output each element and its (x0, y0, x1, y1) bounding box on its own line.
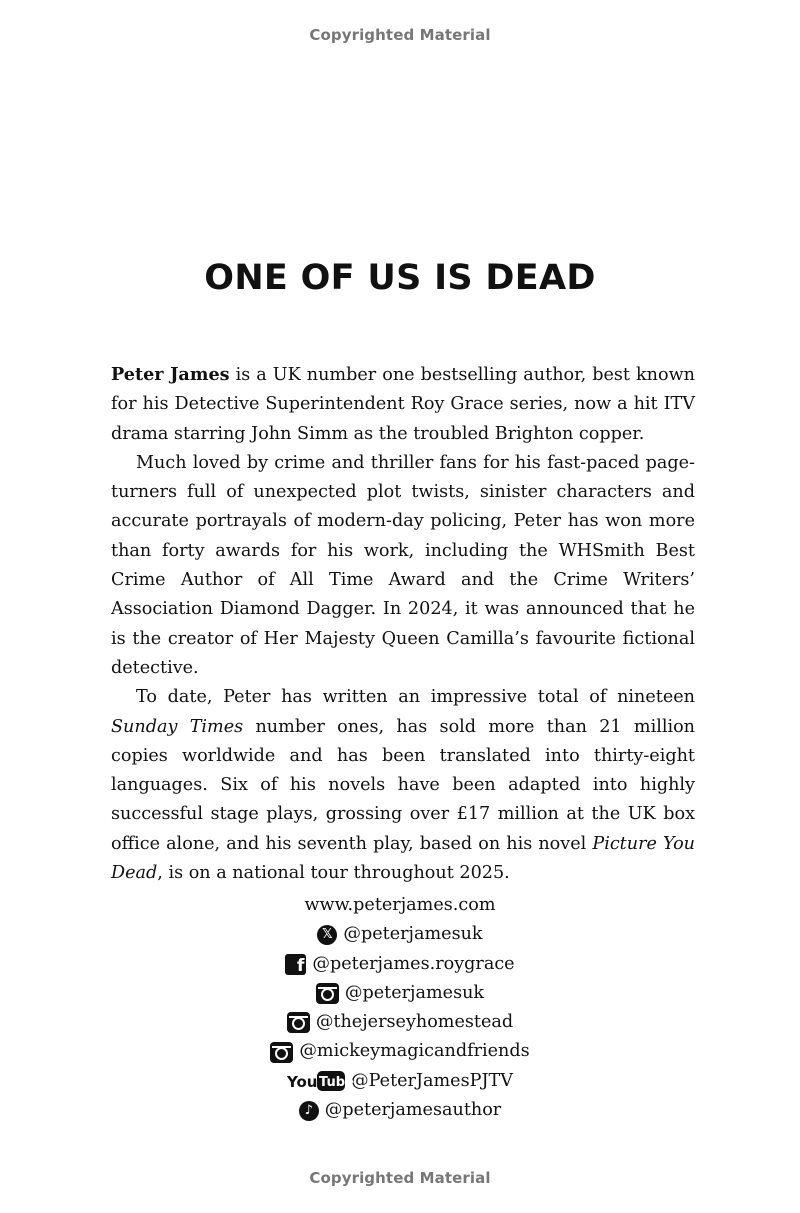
bio-paragraph-2: Much loved by crime and thriller fans for his fast-paced pageturners full of unexpected plot twists, sinister characters and accurate portrayals of modern-day policing, Peter has won more than forty awards for his work, including the WHSmith Best Crime Author of All Time Award and the Crime Writers’ Association Diamond Dagger. In 2024, it was announced that he is the creator of Her Majesty Queen Camilla’s favourite fictional detective. (111, 452, 695, 678)
instagram-icon (270, 1042, 293, 1063)
watermark-bottom: Copyrighted Material (309, 1169, 491, 1187)
facebook-link[interactable] (0, 950, 800, 979)
author-name: Peter James (111, 364, 230, 385)
x-link[interactable] (0, 920, 800, 949)
bio-p3-text-c: , is on a national tour throughout 2025. (157, 863, 510, 884)
instagram-link-1[interactable] (0, 979, 800, 1008)
bio-paragraph-3 (111, 683, 695, 888)
instagram-handle-1[interactable]: @peterjamesuk (344, 982, 485, 1003)
instagram-icon (316, 983, 339, 1004)
tiktok-handle[interactable]: @peterjamesauthor (324, 1100, 502, 1121)
social-links (0, 891, 800, 1125)
bio-p3-text-b: number ones, has sold more than 21 million copies worldwide and has been translated into thirty-eight languages. Six of his novels have been adapted into highly successful stage plays, grossing over £17 million at the UK box office alone, and his seventh play, based on his novel (111, 716, 696, 854)
watermark-top: Copyrighted Material (309, 26, 491, 44)
facebook-handle[interactable]: @peterjames.roygrace (312, 953, 515, 974)
instagram-link-2[interactable] (0, 1008, 800, 1037)
tiktok-icon: ♪ (299, 1101, 319, 1121)
sunday-times-title: Sunday Times (111, 716, 244, 737)
instagram-icon (287, 1012, 310, 1033)
website-label[interactable]: www.peterjames.com (304, 895, 496, 915)
bio-paragraph-1 (111, 360, 695, 449)
svg-text:Tube: Tube (319, 1075, 354, 1091)
instagram-link-3[interactable] (0, 1037, 800, 1066)
author-bio (111, 360, 695, 888)
instagram-handle-3[interactable]: @mickeymagicandfriends (299, 1041, 530, 1062)
page-title: ONE OF US IS DEAD (204, 258, 596, 298)
facebook-icon: f (285, 954, 306, 975)
x-handle[interactable]: @peterjamesuk (343, 924, 483, 945)
svg-text:You: You (287, 1073, 318, 1092)
youtube-handle[interactable]: @PeterJamesPJTV (351, 1070, 513, 1091)
website-link[interactable] (0, 891, 800, 920)
bio-p1-text: is a UK number one bestselling author, best known for his Detective Superintendent Roy Grace series, now a hit ITV drama starring John Simm as the troubled Brighton copper. (111, 365, 695, 444)
instagram-handle-2[interactable]: @thejerseyhomestead (315, 1012, 514, 1033)
tiktok-link[interactable] (0, 1096, 800, 1125)
youtube-icon (287, 1070, 354, 1092)
picture-you-dead-title: Picture You Dead (111, 833, 695, 884)
youtube-link[interactable] (0, 1067, 800, 1096)
x-logo-icon: 𝕏 (317, 925, 337, 945)
bio-p3-text-a: To date, Peter has written an impressive total of nineteen (136, 687, 695, 708)
